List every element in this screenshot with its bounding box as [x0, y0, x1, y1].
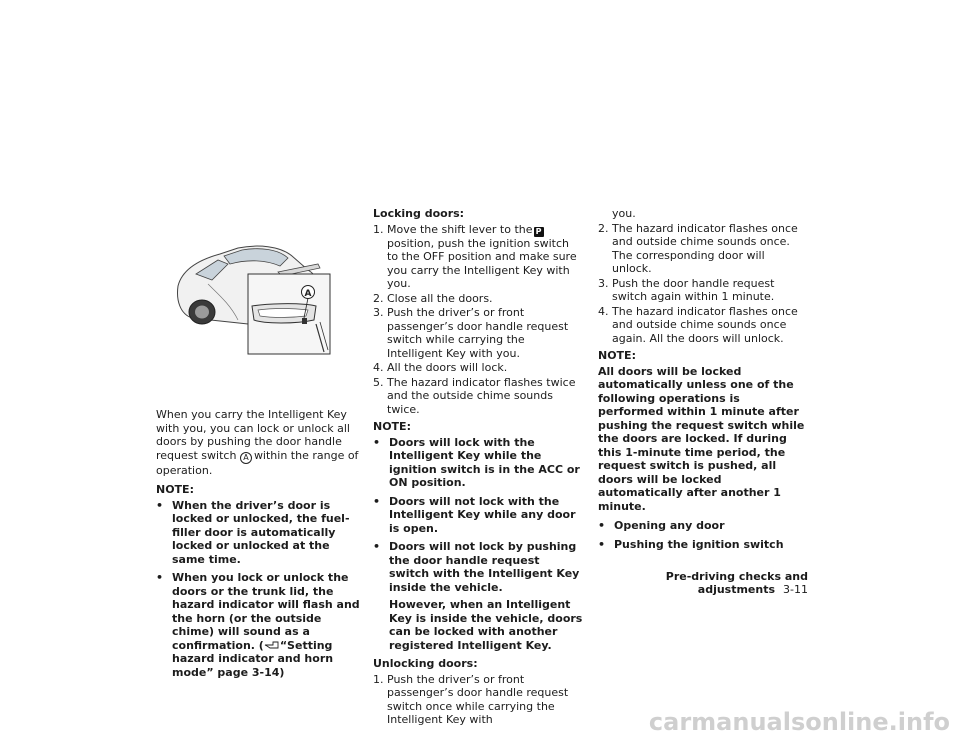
list-item: 1. Push the driver’s or front passenger’s door handle request switch once while carrying the Intelligent Key with: [373, 672, 569, 726]
callout-a-label: A: [304, 289, 312, 299]
list-item: • When the driver’s door is locked or unlocked, the fuel-filler door is automatically locked or unlocked at the same time.: [156, 498, 350, 566]
watermark: carmanualsonline.info: [648, 708, 950, 736]
column-left: [156, 408, 362, 684]
continuation-text: you.: [612, 207, 636, 220]
note-bullet-list: [156, 499, 362, 680]
list-item: 2. Close all the doors.: [373, 291, 493, 305]
cross-reference-link[interactable]: “Setting hazard indicator and horn mode” page 3-14): [172, 638, 334, 679]
list-item: 5. The hazard indicator flashes twice and the outside chime sounds twice.: [373, 375, 576, 416]
list-item: 3. Push the driver’s or front passenger’s door handle request switch while carrying the Intelligent Key with you.: [373, 306, 569, 360]
list-item: • Opening any door: [598, 519, 725, 532]
note-sub-paragraph: However, when an Intelligent Key is inside the vehicle, doors can be locked with another registered Intelligent Key.: [389, 598, 583, 652]
list-item: 2. The hazard indicator flashes once and outside chime sounds once. The corresponding door will unlock.: [598, 221, 798, 275]
note-label: NOTE:: [598, 349, 636, 362]
unlocking-steps-list-continued: [598, 222, 806, 346]
intro-paragraph: When you carry the Intelligent Key with you, you can lock or unlock all doors by pushing the door handle request switch A within the range of operation.: [156, 408, 359, 477]
page-footer: [598, 570, 808, 596]
auto-lock-note: All doors will be locked automatically unless one of the following operations is performed within 1 minute after pushing the request switch while the doors are locked. If during this 1-minute time period, the request switch is pushed, all doors will be locked automatically after another 1 minute.: [598, 364, 805, 513]
park-position-icon: P: [534, 227, 544, 237]
page-number: 3-11: [783, 583, 808, 596]
list-item: • Pushing the ignition switch: [598, 537, 784, 551]
list-item: • Doors will lock with the Intelligent Key while the ignition switch is in the ACC or ON position.: [373, 435, 580, 489]
reference-pointer-icon: [264, 640, 280, 650]
callout-a-marker: A: [240, 452, 252, 464]
list-item: 1. Move the shift lever to the Pposition, push the ignition switch to the OFF position and make sure you carry the Intelligent Key with you.: [373, 222, 577, 290]
unlocking-doors-heading: Unlocking doors:: [373, 657, 478, 670]
list-item: • When you lock or unlock the doors or the trunk lid, the hazard indicator will flash and the horn (or the outside chime) will sound as a confirmation. ( “Setting hazard indicator and horn mode” page 3-14): [156, 571, 360, 679]
locking-doors-heading: Locking doors:: [373, 207, 465, 220]
section-title: Pre-driving checks and adjustments: [665, 570, 808, 596]
column-middle: [373, 207, 583, 731]
note-bullet-list: [373, 436, 583, 653]
list-item: • Doors will not lock by pushing the door handle request switch with the Intelligent Key inside the vehicle. However, when an Intelligent Key is inside the vehicle, doors can be locked with another registered Intelligent Key.: [373, 540, 583, 652]
car-door-handle-illustration: [168, 234, 334, 356]
note-label: NOTE:: [373, 420, 411, 433]
unlocking-steps-list: [373, 673, 583, 727]
list-item: 4. All the doors will lock.: [373, 361, 508, 374]
list-item: 4. The hazard indicator flashes once and outside chime sounds once again. All the doors will unlock.: [598, 304, 798, 345]
note-label: NOTE:: [156, 483, 194, 496]
column-right: [598, 207, 806, 556]
list-item: 3. Push the door handle request switch again within 1 minute.: [598, 276, 775, 303]
note-bullet-list: [598, 519, 806, 551]
list-item: • Doors will not lock with the Intelligent Key while any door is open.: [373, 494, 576, 535]
locking-steps-list: [373, 223, 583, 417]
